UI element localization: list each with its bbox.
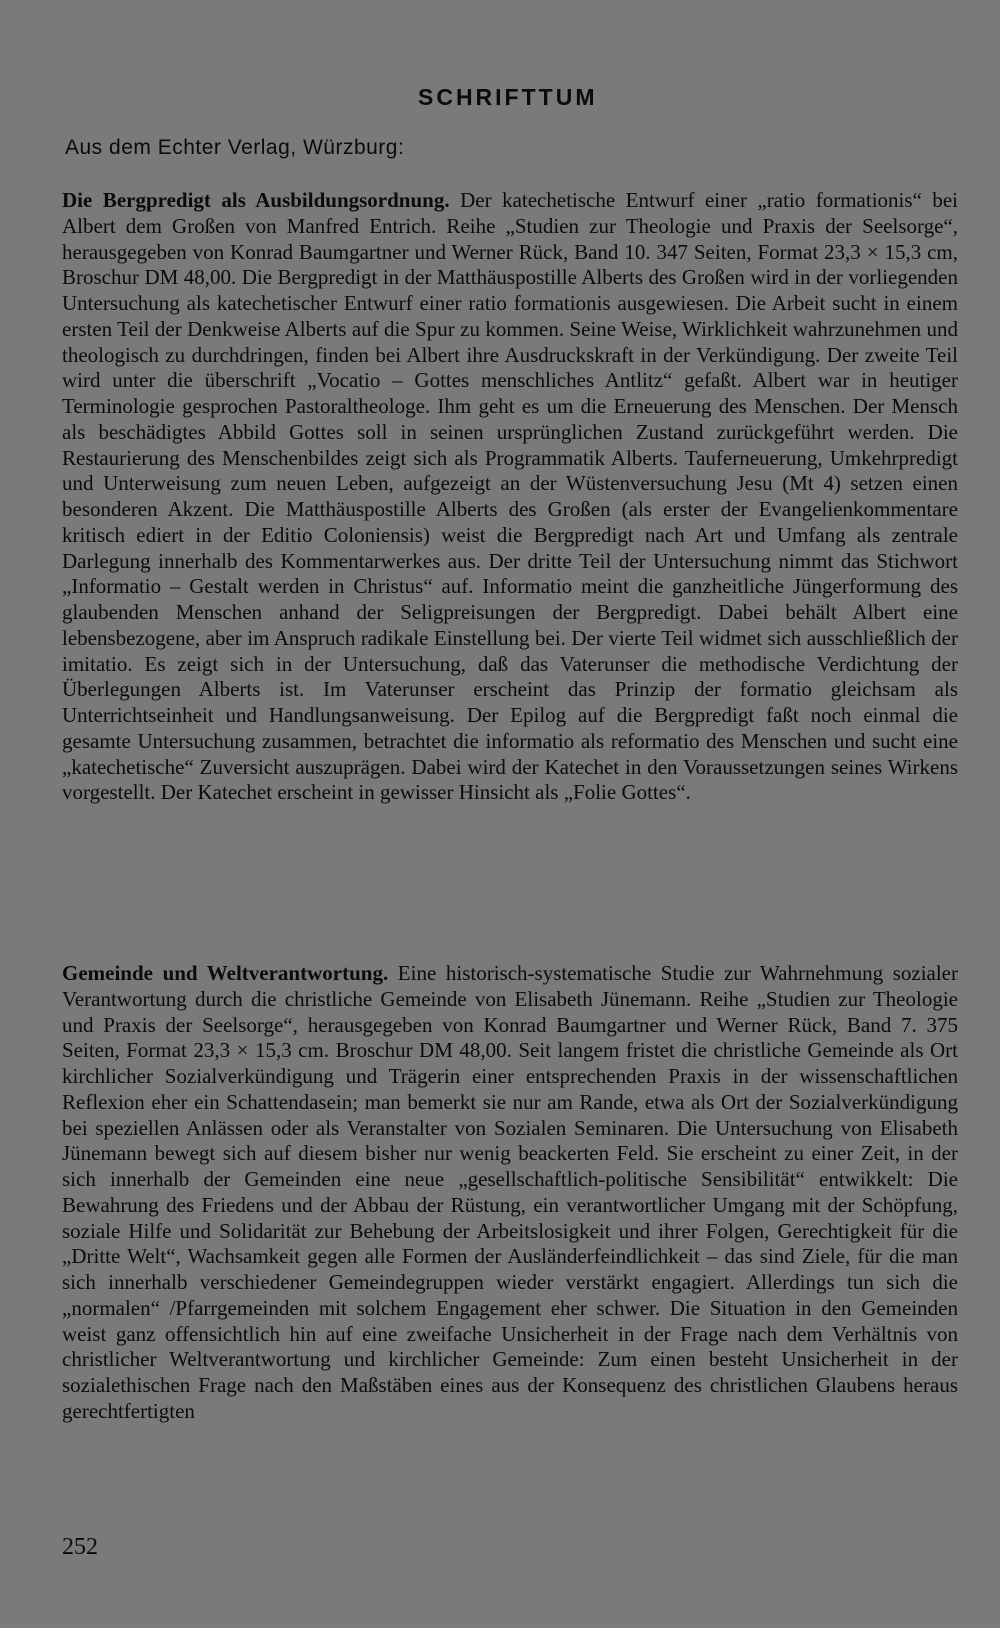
review-entry	[62, 188, 958, 806]
review-title: Gemeinde und Weltverantwortung.	[62, 961, 389, 985]
section-title: SCHRIFTTUM	[418, 84, 598, 110]
page-number: 252	[62, 1534, 98, 1560]
review-entry	[62, 961, 958, 1425]
review-body: Eine historisch-systematische Studie zur Wahrnehmung sozialer Verantwortung durch die christliche Gemeinde von Elisabeth Jünemann. Reihe „Studien zur Theologie und Praxis der Seelsorge“, herausgegeben von Konrad Baumgartner und Werner Rück, Band 7. 375 Seiten, Format 23,3 × 15,3 cm. Broschur DM 48,00. Seit langem fristet die christliche Gemeinde als Ort kirchlicher Sozialverkündigung und Trägerin einer entsprechenden Praxis in der wissenschaftlichen Reflexion eher ein Schattendasein; man bemerkt sie nur am Rande, etwa als Ort der Sozialverkündigung bei speziellen Anlässen oder als Veranstalter von Sozialen Seminaren. Die Untersuchung von Elisabeth Jünemann bewegt sich auf diesem bisher nur wenig beackerten Feld. Sie erscheint zu einer Zeit, in der sich innerhalb der Gemeinden eine neue „gesellschaftlich-politische Sensibilität“ entwikkelt: Die Bewahrung des Friedens und der Abbau der Rüstung, ein verantwortlicher Umgang mit der Schöpfung, soziale Hilfe und Solidarität zur Behebung der Arbeitslosigkeit und ihrer Folgen, Gerechtigkeit für die „Dritte Welt“, Wachsamkeit gegen alle Formen der Ausländerfeindlichkeit – das sind Ziele, für die man sich innerhalb verschiedener Gemeindegruppen wieder verstärkt engagiert. Allerdings tun sich die „normalen“ /Pfarrgemeinden mit solchem Engagement eher schwer. Die Situation in den Gemeinden weist ganz offensichtlich hin auf eine zweifache Unsicherheit in der Frage nach dem Verhältnis von christlicher Weltverantwortung und kirchlicher Gemeinde: Zum einen besteht Unsicherheit in der sozialethischen Frage nach den Maßstäben eines aus der Konsequenz des christlichen Glaubens heraus gerechtfertigten	[62, 961, 958, 1423]
review-body: Der katechetische Entwurf einer „ratio formationis“ bei Albert dem Großen von Manfred Entrich. Reihe „Studien zur Theologie und Praxis der Seelsorge“, herausgegeben von Konrad Baumgartner und Werner Rück, Band 10. 347 Seiten, Format 23,3 × 15,3 cm, Broschur DM 48,00. Die Bergpredigt in der Matthäuspostille Alberts des Großen wird in der vorliegenden Untersuchung als katechetischer Entwurf einer ratio formationis ausgewiesen. Die Arbeit sucht in einem ersten Teil der Denkweise Alberts auf die Spur zu kommen. Seine Weise, Wirklichkeit wahrzunehmen und theologisch zu durchdringen, finden bei Albert ihre Ausdruckskraft in der Verkündigung. Der zweite Teil wird unter die überschrift „Vocatio – Gottes menschliches Antlitz“ gefaßt. Albert war in heutiger Terminologie gesprochen Pastoraltheologe. Ihm geht es um die Erneuerung des Menschen. Der Mensch als beschädigtes Abbild Gottes soll in seinen ursprünglichen Zustand zurückgeführt werden. Die Restaurierung des Menschenbildes zeigt sich als Programmatik Alberts. Tauferneuerung, Umkehrpredigt und Unterweisung zum neuen Leben, aufgezeigt an der Wüstenversuchung Jesu (Mt 4) setzen einen besonderen Akzent. Die Matthäuspostille Alberts des Großen (als erster der Evangelienkommentare kritisch ediert in der Editio Coloniensis) weist die Bergpredigt nach Art und Umfang als zentrale Darlegung innerhalb des Kommentarwerkes aus. Der dritte Teil der Untersuchung nimmt das Stichwort „Informatio – Gestalt werden in Christus“ auf. Informatio meint die ganzheitliche Jüngerformung des glaubenden Menschen anhand der Seligpreisungen der Bergpredigt. Dabei behält Albert eine lebensbezogene, aber im Anspruch radikale Einstellung bei. Der vierte Teil widmet sich ausschließlich der imitatio. Es zeigt sich in der Untersuchung, daß das Vaterunser die methodische Verdichtung der Überlegungen Alberts ist. Im Vaterunser erscheint das Prinzip der formatio gleichsam als Unterrichtseinheit und Handlungsanweisung. Der Epilog auf die Bergpredigt faßt noch einmal die gesamte Untersuchung zusammen, betrachtet die informatio als reformatio des Menschen und sucht eine „katechetische“ Zuversicht auszuprägen. Dabei wird der Katechet in den Voraussetzungen seines Wirkens vorgestellt. Der Katechet erscheint in gewisser Hinsicht als „Folie Gottes“.	[62, 188, 959, 805]
review-title: Die Bergpredigt als Ausbildungsordnung.	[62, 188, 450, 212]
publisher-heading: Aus dem Echter Verlag, Würzburg:	[65, 136, 405, 159]
